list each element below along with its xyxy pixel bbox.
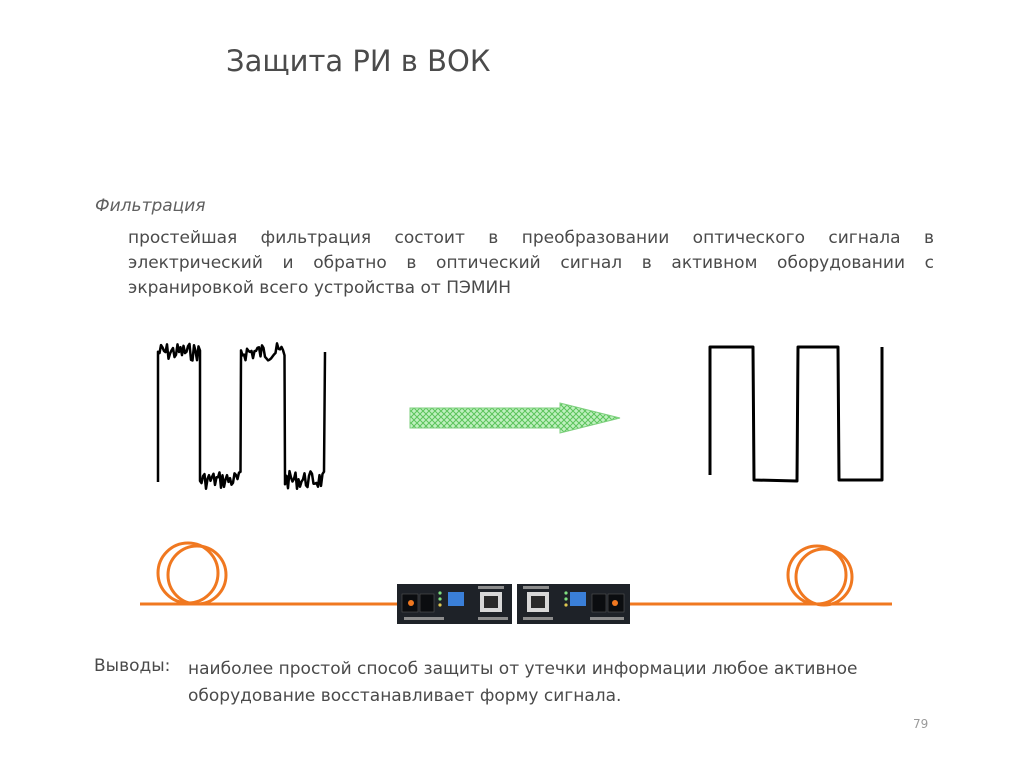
section-heading: Фильтрация: [95, 196, 206, 216]
conclusion-text: наиболее простой способ защиты от утечки информации любое активное оборудование восстанавливает форму сигнала.: [188, 659, 858, 706]
slide-title: Защита РИ в ВОК: [226, 44, 491, 78]
noisy-signal: [158, 343, 325, 488]
section-body: простейшая фильтрация состоит в преобразовании оптического сигнала в электрический и обратно в оптический сигнал в активном оборудовании с экранировкой всего устройства от ПЭМИН: [128, 228, 934, 298]
fiber-coil-right: [788, 546, 852, 605]
page-number: 79: [913, 717, 929, 731]
arrow-icon: [410, 403, 620, 433]
fiber-coil-left: [158, 543, 226, 604]
conclusion-label: Выводы:: [94, 656, 171, 676]
media-converter-left: [397, 584, 512, 624]
media-converter-right: [517, 584, 630, 624]
clean-signal: [710, 347, 882, 481]
